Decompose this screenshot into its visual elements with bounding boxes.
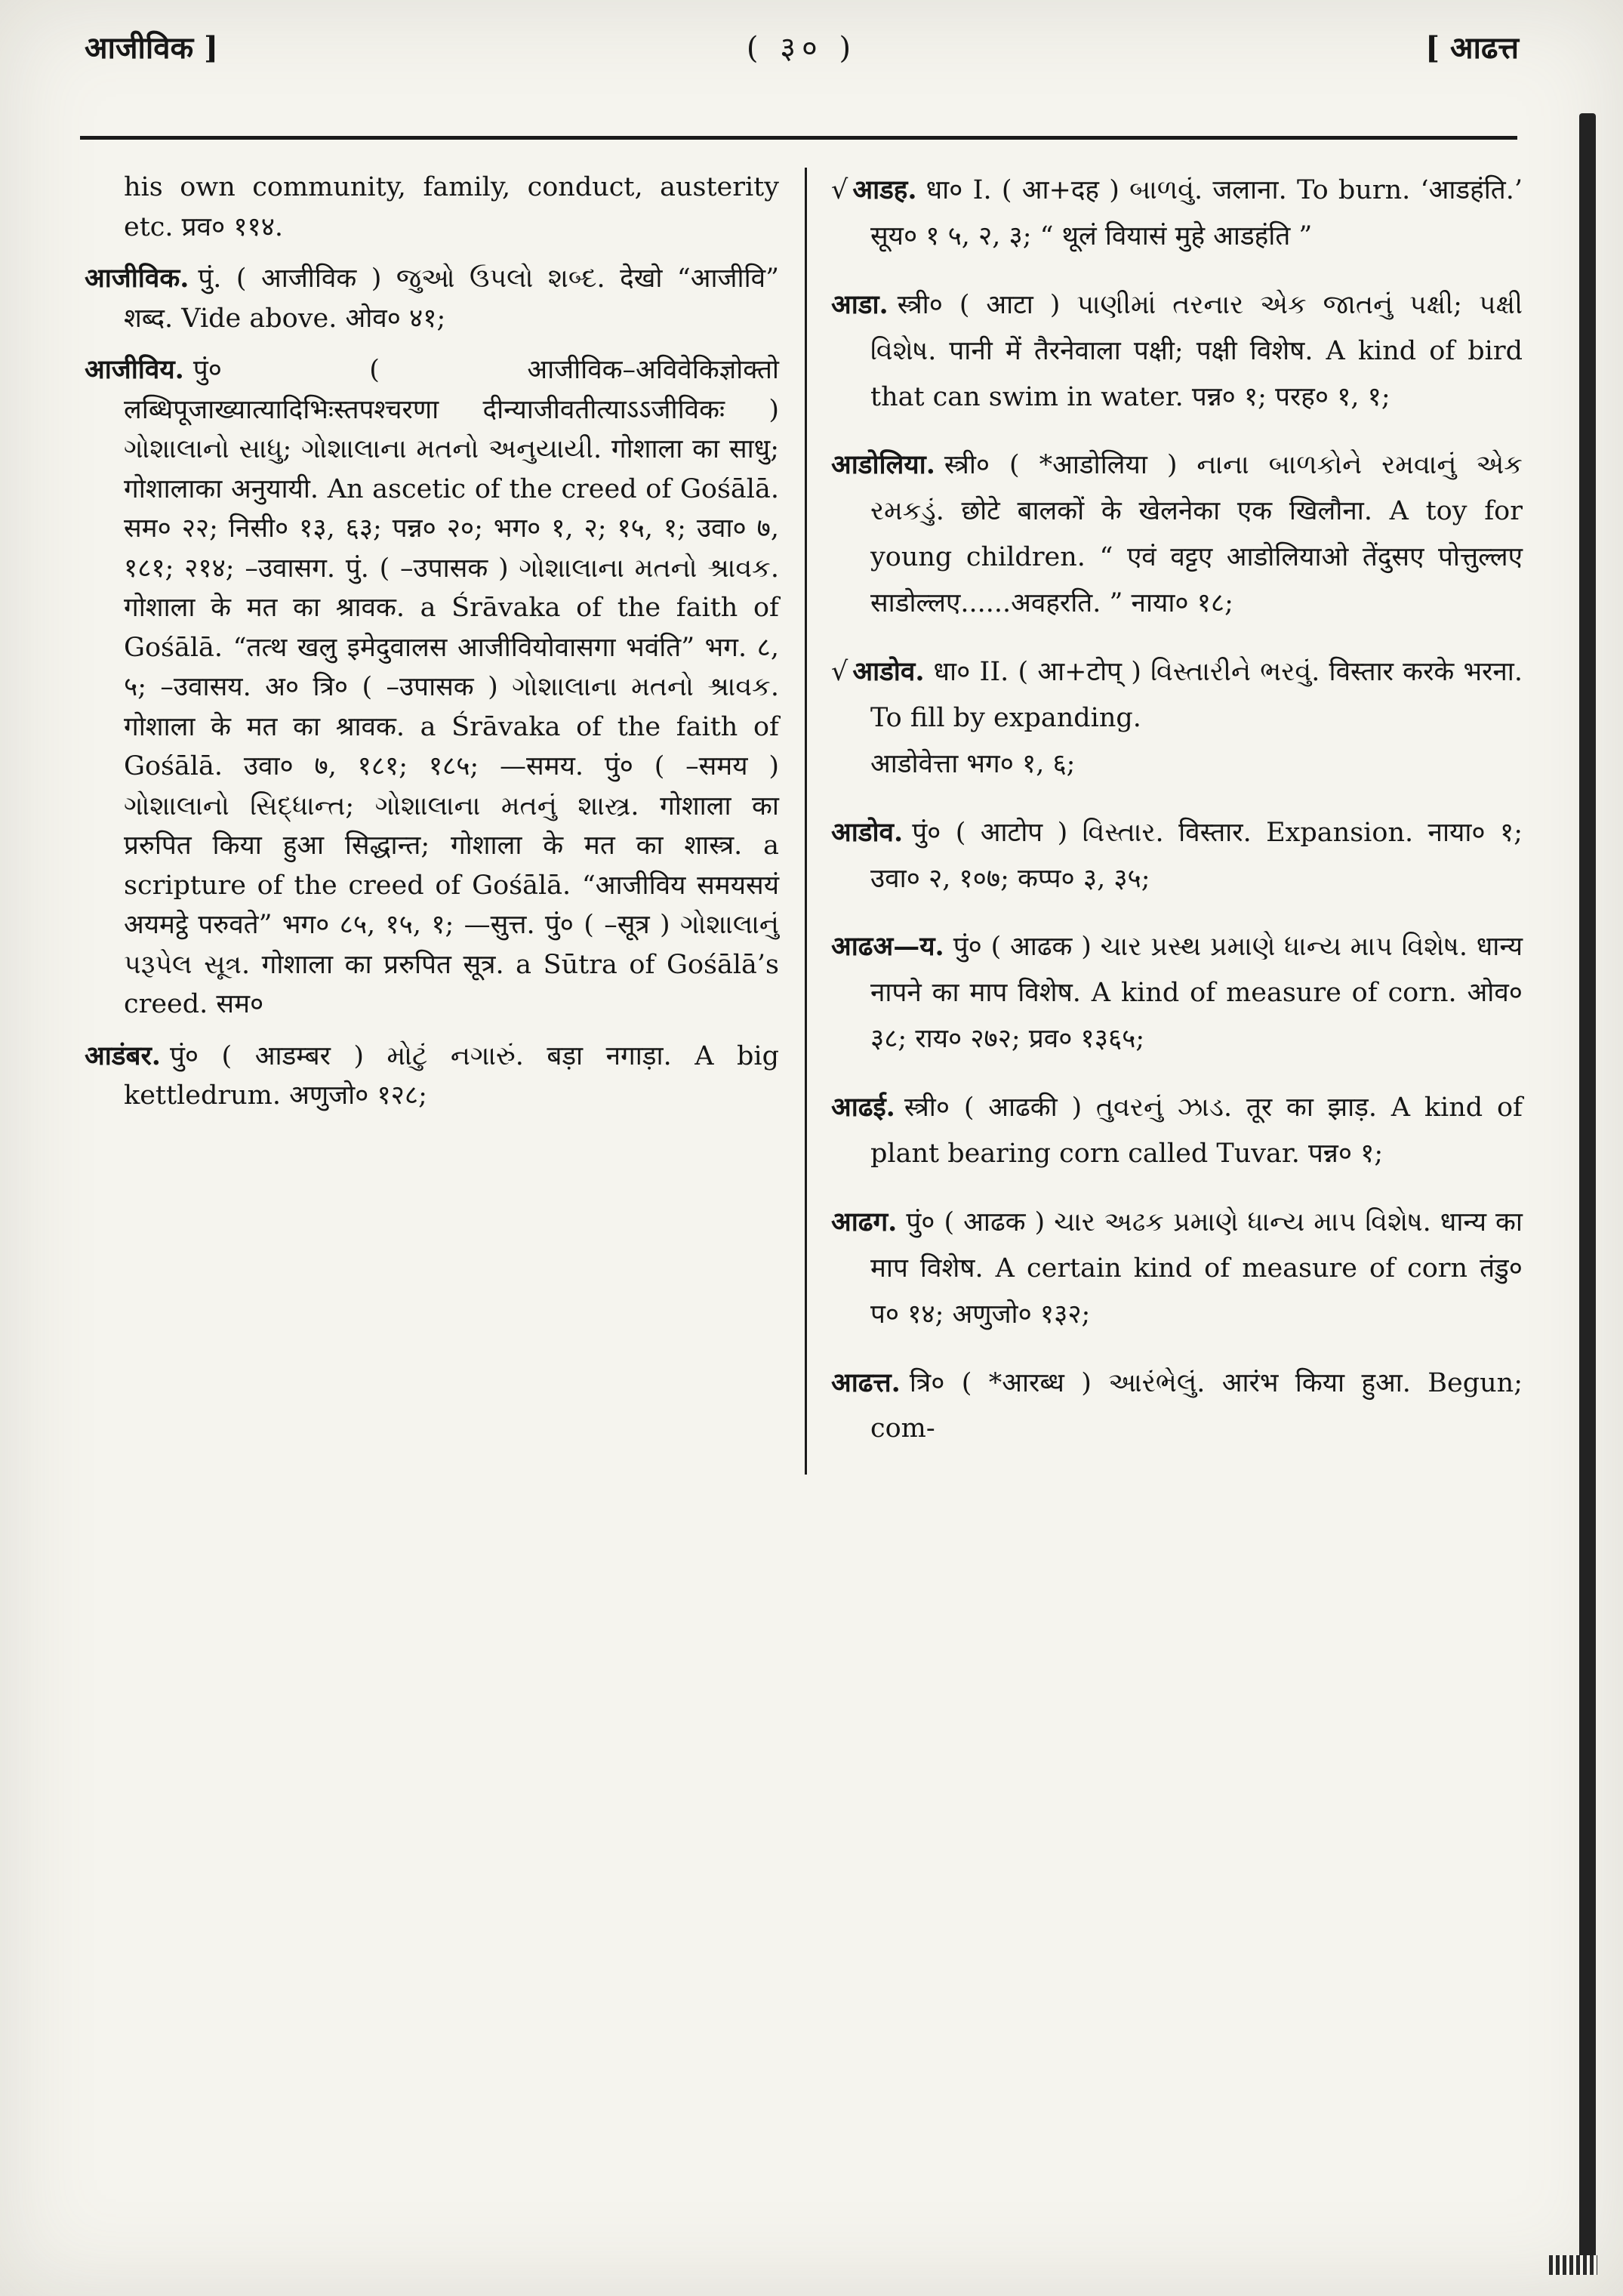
entry-headword: आडह. <box>852 174 917 205</box>
entry-body: पुं० ( आढक ) ચાર પ્રસ્થ પ્રમાણે ધાન્ય માપ વિશેષ. धान्य नापने का माप विशेष. A kind of measure of corn. ओव० ३८; राय० २७२; प्रव० १३६५; <box>870 932 1523 1055</box>
dictionary-entry <box>831 1361 1523 1453</box>
entry-headword: आढअ—य. <box>831 931 944 963</box>
entry-body: स्त्री० ( आढकी ) તુવરનું ઝાડ. तूर का झाड़. A kind of plant bearing corn called Tuvar. पन्न० १; <box>870 1093 1523 1170</box>
right-catchword: [ आढत्त <box>1425 30 1519 66</box>
entry-body: पुं० ( आढक ) ચાર અઢક પ્રમાણે ધાન્ય માપ વિશેષ. धान्य का माप विशेष. A certain kind of measure of corn तंडु० प० १४; अणुजो० १३२; <box>870 1207 1523 1330</box>
dictionary-entry <box>831 810 1523 902</box>
dictionary-entry <box>831 168 1523 260</box>
dictionary-entry <box>831 1200 1523 1338</box>
entry-headword: आजीविक. <box>85 263 189 294</box>
entry-headword: आडा. <box>831 288 888 320</box>
root-sign: √ <box>831 657 848 688</box>
entry-continuation <box>85 168 779 247</box>
entry-headword: आडंबर. <box>85 1040 161 1071</box>
entry-body: पुं० ( आटोप ) વિસ્તાર. विस्तार. Expansion. नाया० १; उवा० २, १०७; कप्प० ३, ३५; <box>870 817 1523 894</box>
page-header <box>85 26 1519 67</box>
root-sign: √ <box>831 175 848 205</box>
dictionary-entry <box>831 1085 1523 1177</box>
entry-body: पुं. ( आजीविक ) જુઓ ઉપલો શબ્દ. देखो “आजीवि” शब्द. Vide above. ओव० ४१; <box>124 264 779 334</box>
right-column <box>807 168 1523 1475</box>
entry-body: स्त्री० ( *आडोलिया ) નાના બાળકોને રમવાનું એક રમકડું. छोटे बालकों के खेलनेका एक खिलौना. A toy for young children. “ एवं वट्टए आडोलियाओ तेंदुसए पोत्तुल्लए साडोल्लए......अवहरति. ” नाया० १८; <box>870 450 1523 619</box>
entry-body: स्त्री० ( आटा ) પાણીમાં તરનાર એક જાતનું પક્ષી; પક્ષી વિશેષ. पानी में तैरनेवाला पक्षी; पक्षी विशेष. A kind of bird that can swim in water. पन्न० १; परह० १, १; <box>870 289 1523 412</box>
entry-body: धा० II. ( आ+टोप् ) વિસ્તારીને ભરવું. विस्तार करके भरना. To fill by expanding. <box>870 657 1523 733</box>
dictionary-entry <box>85 259 779 338</box>
entry-headword: आडोव. <box>831 816 904 848</box>
dictionary-entry <box>831 282 1523 421</box>
entry-body: धा० I. ( आ+दह ) બાળવું. जलाना. To burn. ‘आडहंति.’ सूय० १ ५, २, ३; “ थूलं वियासं मुहे आडहंति ” <box>870 175 1523 251</box>
entry-headword: आडोलिया. <box>831 449 935 481</box>
dictionary-entry <box>85 1037 779 1116</box>
dictionary-entry <box>85 350 779 1025</box>
entry-headword: आडोव. <box>852 656 925 688</box>
scan-corner-artifact <box>1549 2255 1597 2275</box>
entry-headword: आजीविय. <box>85 354 184 385</box>
scan-edge-artifact <box>1579 113 1596 2261</box>
dictionary-entry <box>831 924 1523 1062</box>
entry-headword: आढई. <box>831 1092 895 1123</box>
dictionary-entry <box>831 649 1523 741</box>
entry-citation-line: आडोवेत्ता भग० १, ६; <box>870 748 1076 779</box>
header-rule <box>80 136 1517 140</box>
entry-body: पुं० ( आजीविक–अविवेकिज्ञोक्तो लब्धिपूजाख्यात्यादिभिःस्तपश्चरणा दीन्याजीवतीत्याऽऽजीविकः ) ગોશાલાનો સાધુ; ગોશાલાના મતનો અનુયાયી. गोशाला का साधु; गोशालाका अनुयायी. An ascetic of the creed of Gośālā. सम० २२; निसी० १३, ६३; पन्न० २०; भग० १, २; १५, १; उवा० ७, १८१; २१४; –उवासग. पुं. ( –उपासक ) ગોશાલાના મતનો શ્રાવક. गोशाला के मत का श्रावक. a Śrāvaka of the faith of Gośālā. “तत्थ खलु इमेदुवालस आजीवियोवासगा भवंति” भग. ८, ५; –उवासय. अ० त्रि० ( –उपासक ) ગોશાલાના મતનો શ્રાવક. गोशाला के मत का श्रावक. a Śrāvaka of the faith of Gośālā. उवा० ७, १८१; १८५; —समय. पुं० ( –समय ) ગોશાલાનો સિદ્ધાન્ત; ગોશાલાના મતનું શાસ્ત્ર. गोशाला का प्ररुपित किया हुआ सिद्धान्त; गोशाला के मत का शास्त्र. a scripture of the creed of Gośālā. “आजीविय समयसयं अयमट्ठे परुवते” भग० ८५, १५, १; —सुत्त. पुं० ( –सूत्र ) ગોશાલાનું પરૂપેલ સૂત્ર. गोशाला का प्ररुपित सूत्र. a Sūtra of Gośālā’s creed. सम० <box>124 355 779 1019</box>
dictionary-entry <box>831 442 1523 627</box>
left-catchword: आजीविक ] <box>85 30 219 66</box>
left-column <box>85 168 779 1475</box>
page-number: ( ३० ) <box>746 31 858 66</box>
entry-headword: आढत्त. <box>831 1367 901 1398</box>
text-columns <box>85 168 1523 1475</box>
entry-body: his own community, family, conduct, austerity etc. प्रव० ११४. <box>124 172 779 242</box>
entry-headword: आढग. <box>831 1206 898 1237</box>
entry-body: त्रि० ( *आरब्ध ) આરંભેલું. आरंभ किया हुआ. Begun; com- <box>870 1367 1523 1444</box>
entry-body: पुं० ( आडम्बर ) મોટું નગારું. बड़ा नगाड़ा. A big kettledrum. अणुजो० १२८; <box>124 1040 779 1111</box>
